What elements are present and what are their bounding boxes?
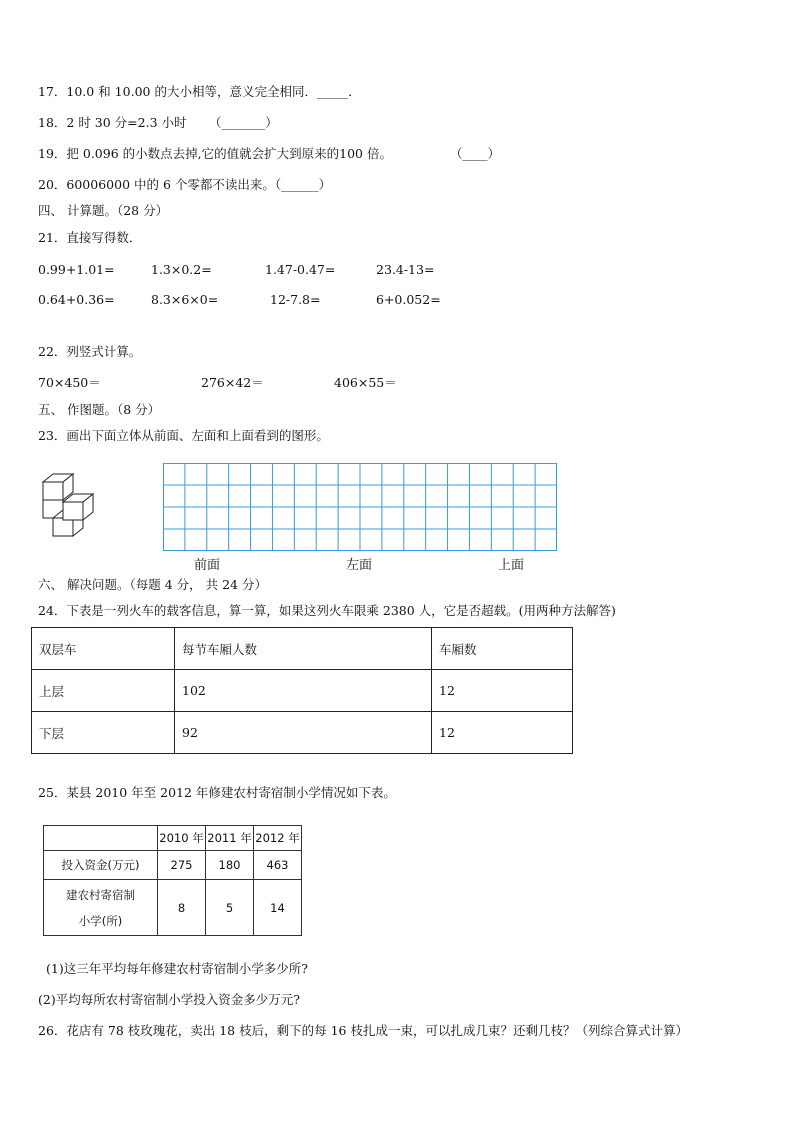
question-20: 20．60006000 中的 6 个零都不读出来。（______）	[38, 177, 332, 192]
table-cell: 上层	[32, 670, 175, 712]
table-cell: 12	[432, 712, 573, 754]
table-cell: 下层	[32, 712, 175, 754]
table-cell: 275	[158, 851, 206, 880]
question-25-part-2: (2)平均每所农村寄宿制小学投入资金多少万元?	[38, 992, 300, 1007]
answer-blank[interactable]: （_______）	[209, 115, 278, 130]
question-24: 24．下表是一列火车的载客信息，算一算，如果这列火车限乘 2380 人，它是否超载。(用两种方法解答)	[38, 603, 616, 618]
answer-blank[interactable]: （____）	[450, 146, 501, 161]
table-cell: 14	[254, 880, 302, 936]
vertical-calc-item: 70×450＝	[38, 375, 101, 390]
question-22: 22．列竖式计算。	[38, 344, 142, 359]
question-25: 25．某县 2010 年至 2012 年修建农村寄宿制小学情况如下表。	[38, 785, 396, 800]
grid-label-left: 左面	[346, 558, 373, 573]
question-21: 21．直接写得数．	[38, 230, 142, 245]
table-row	[32, 670, 573, 712]
table-cell: 2011 年	[206, 826, 254, 851]
question-25-part-1: (1)这三年平均每年修建农村寄宿制小学多少所?	[46, 961, 308, 976]
calc-item: 0.64+0.36=	[38, 292, 115, 307]
grid-label-front: 前面	[194, 558, 221, 573]
table-cell: 180	[206, 851, 254, 880]
table-row	[44, 880, 302, 936]
table-cell: 车厢数	[432, 628, 573, 670]
table-cell: 2010 年	[158, 826, 206, 851]
question-18-text: 18．2 时 30 分=2.3 小时	[38, 115, 187, 130]
section-6-title: 六、 解决问题。（每题 4 分， 共 24 分）	[38, 577, 267, 592]
vertical-calc-item: 406×55＝	[334, 375, 397, 390]
question-23: 23．画出下面立体从前面、左面和上面看到的图形。	[38, 428, 329, 443]
question-26: 26．花店有 78 枝玫瑰花，卖出 18 枝后，剩下的每 16 枝扎成一束，可以扎成几束？还剩几枝？（列综合算式计算）	[38, 1023, 688, 1038]
table-cell: 12	[432, 670, 573, 712]
calc-item: 12-7.8=	[270, 292, 321, 307]
grid-label-top: 上面	[498, 558, 525, 573]
drawing-grid[interactable]	[163, 463, 557, 551]
table-row	[32, 712, 573, 754]
calc-item: 23.4-13=	[376, 262, 435, 277]
question-18	[38, 115, 187, 131]
calc-item: 6+0.052=	[376, 292, 441, 307]
calc-item: 8.3×6×0=	[151, 292, 219, 307]
train-passenger-table	[31, 627, 573, 754]
table-row	[44, 826, 302, 851]
calc-item: 1.3×0.2=	[151, 262, 212, 277]
school-construction-table	[43, 825, 302, 936]
table-row	[44, 851, 302, 880]
table-row	[32, 628, 573, 670]
calc-item: 0.99+1.01=	[38, 262, 115, 277]
table-cell: 92	[175, 712, 432, 754]
question-19-text: 19．把 0.096 的小数点去掉,它的值就会扩大到原来的100 倍。	[38, 146, 392, 161]
question-17-text: 17．10.0 和 10.00 的大小相等，意义完全相同．	[38, 84, 317, 99]
cube-solid-figure	[40, 472, 102, 546]
table-cell: 102	[175, 670, 432, 712]
table-cell: 双层车	[32, 628, 175, 670]
answer-blank[interactable]: _____．	[316, 84, 361, 99]
table-cell: 8	[158, 880, 206, 936]
table-cell	[44, 826, 158, 851]
table-cell: 投入资金(万元)	[44, 851, 158, 880]
table-cell: 5	[206, 880, 254, 936]
table-cell: 463	[254, 851, 302, 880]
table-cell	[44, 880, 158, 936]
question-17	[38, 84, 361, 100]
table-cell: 每节车厢人数	[175, 628, 432, 670]
vertical-calc-item: 276×42＝	[201, 375, 264, 390]
row-label-line1: 建农村寄宿制	[66, 887, 135, 902]
row-label-line2: 小学(所)	[78, 913, 123, 928]
section-5-title: 五、 作图题。（8 分）	[38, 402, 161, 417]
table-cell: 2012 年	[254, 826, 302, 851]
question-19	[38, 146, 392, 162]
calc-item: 1.47-0.47=	[265, 262, 336, 277]
section-4-title: 四、 计算题。（28 分）	[38, 203, 169, 218]
